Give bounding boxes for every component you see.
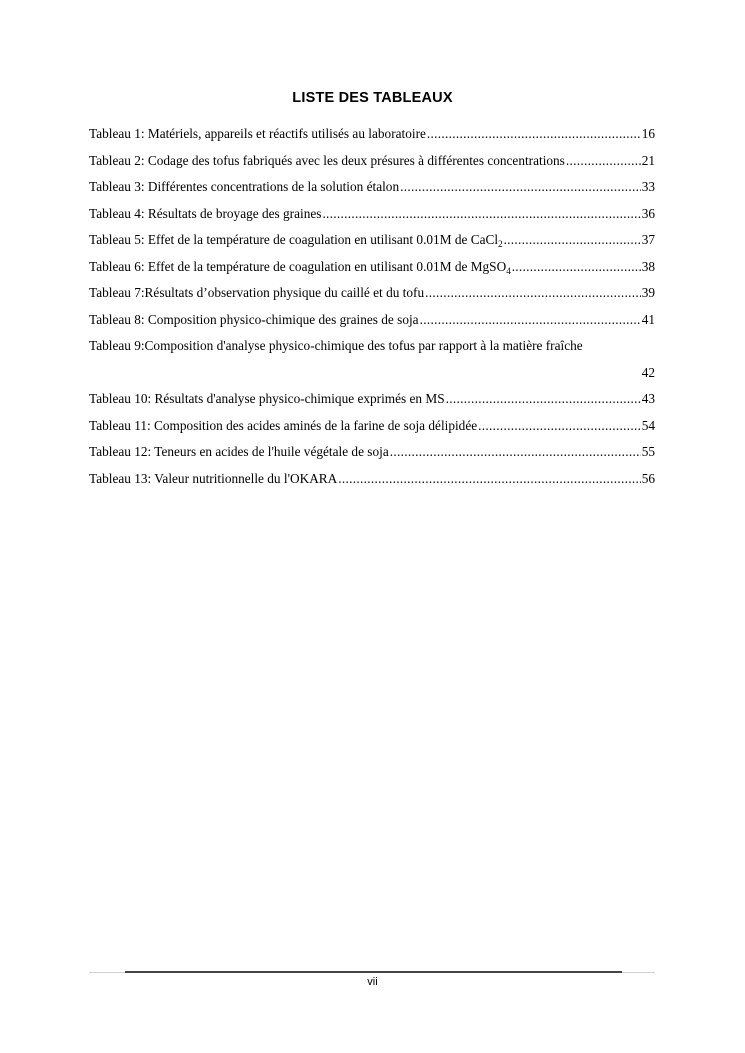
dot-leader [427, 126, 641, 142]
page-title: LISTE DES TABLEAUX [292, 90, 453, 106]
entry-page: 36 [641, 205, 655, 221]
toc-entry-2[interactable] [89, 153, 655, 180]
dot-leader [322, 206, 640, 222]
entry-page: 56 [641, 470, 655, 486]
entry-page: 37 [641, 232, 655, 247]
entry-label-subscript: 2 [498, 239, 503, 249]
entry-page: 55 [641, 444, 655, 459]
toc-entry-7[interactable] [89, 285, 655, 312]
entry-page: 16 [641, 126, 655, 141]
footer-divider-accent [125, 971, 622, 973]
entry-label-subscript: 4 [506, 265, 511, 276]
entry-label-text: Tableau 6: Effet de la température de coagulation en utilisant 0.01M de MgSO [89, 258, 507, 274]
toc-entry-10[interactable] [89, 391, 655, 418]
toc-entry-1[interactable] [89, 126, 655, 153]
dot-leader [390, 444, 641, 460]
table-list [89, 126, 655, 497]
toc-entry-12[interactable] [89, 444, 655, 471]
toc-entry-4[interactable] [89, 206, 655, 233]
entry-label [89, 232, 503, 248]
entry-label [89, 259, 511, 275]
toc-entry-9[interactable] [89, 338, 655, 391]
toc-entry-3[interactable] [89, 179, 655, 206]
entry-page: 21 [641, 152, 655, 168]
entry-label: Tableau 1: Matériels, appareils et réactifs utilisés au laboratoire [89, 126, 426, 141]
dot-leader [566, 153, 641, 169]
entry-continuation [89, 365, 655, 392]
entry-page: 43 [641, 391, 655, 406]
dot-leader [425, 285, 641, 301]
entry-page: 42 [641, 364, 655, 380]
entry-label: Tableau 12: Teneurs en acides de l'huile végétale de soja [89, 444, 389, 459]
toc-entry-13[interactable] [89, 471, 655, 498]
toc-entry-8[interactable] [89, 312, 655, 339]
dot-leader [420, 312, 641, 328]
page-number: vii [367, 976, 378, 988]
entry-page: 33 [641, 179, 655, 194]
entry-page: 39 [641, 285, 655, 300]
entry-label: Tableau 3: Différentes concentrations de la solution étalon [89, 179, 400, 194]
entry-label: Tableau 11: Composition des acides aminés de la farine de soja délipidée [89, 417, 478, 433]
entry-label: Tableau 9:Composition d'analyse physico-chimique des tofus par rapport à la matière fraîche [89, 338, 583, 353]
entry-label: Tableau 4: Résultats de broyage des graines [89, 205, 322, 221]
entry-label: Tableau 7:Résultats d’observation physique du caillé et du tofu [89, 285, 425, 300]
dot-leader [446, 391, 641, 407]
dot-leader [478, 418, 641, 434]
entry-label: Tableau 10: Résultats d'analyse physico-chimique exprimés en MS [89, 391, 445, 406]
entry-label: Tableau 13: Valeur nutritionnelle du l'OKARA [89, 470, 338, 486]
entry-page: 41 [641, 311, 655, 327]
dot-leader [504, 232, 641, 248]
entry-label: Tableau 2: Codage des tofus fabriqués avec les deux présures à différentes concentrations [89, 152, 565, 168]
dot-leader [512, 259, 641, 275]
toc-entry-5[interactable] [89, 232, 655, 259]
entry-page: 54 [641, 417, 655, 433]
toc-entry-6[interactable] [89, 259, 655, 286]
entry-label-text: Tableau 5: Effet de la température de coagulation en utilisant 0.01M de CaCl [89, 232, 499, 247]
entry-label: Tableau 8: Composition physico-chimique des graines de soja [89, 311, 419, 327]
entry-page: 38 [641, 258, 655, 274]
toc-entry-11[interactable] [89, 418, 655, 445]
dot-leader [400, 179, 641, 195]
dot-leader [338, 471, 640, 487]
